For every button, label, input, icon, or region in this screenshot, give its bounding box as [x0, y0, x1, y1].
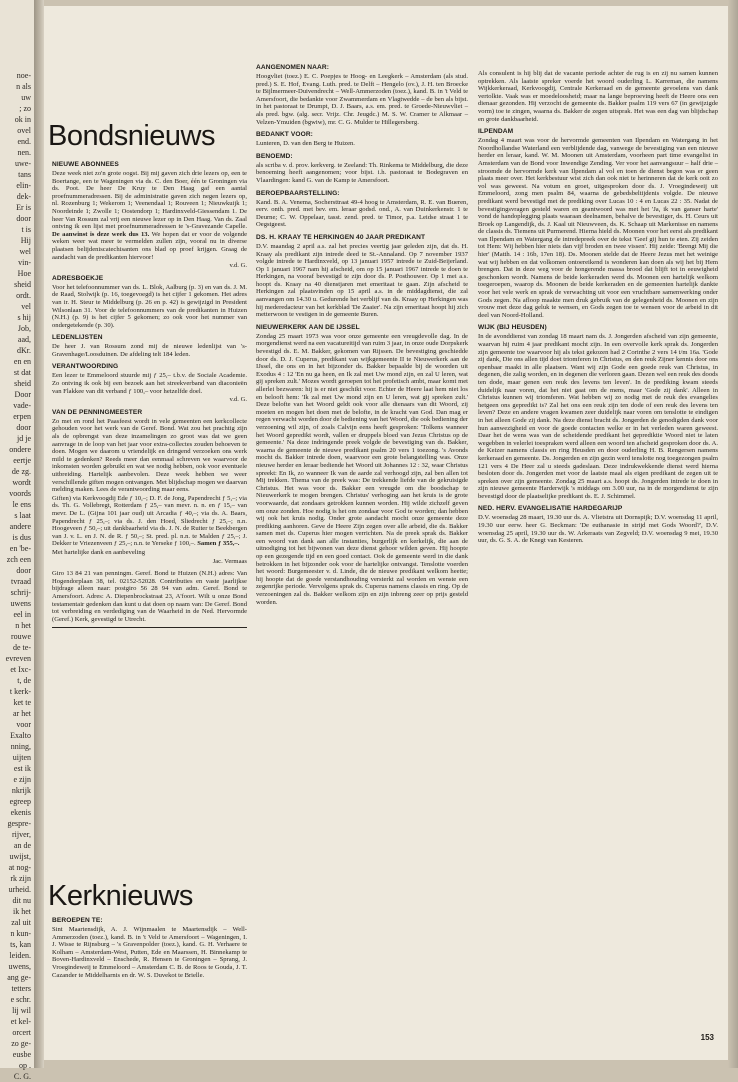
previous-page-text: nen. — [17, 148, 31, 157]
previous-page-text: orcert — [12, 1028, 31, 1037]
divider — [52, 627, 247, 628]
previous-page-text: dit nu — [12, 896, 31, 905]
previous-page-text: ang ge- — [7, 973, 31, 982]
previous-page-text: Hij — [20, 236, 31, 245]
previous-page-text: uijten — [12, 753, 31, 762]
signature: Jac. Vermaas — [212, 557, 247, 565]
previous-page-text: tans — [18, 170, 31, 179]
previous-page-text: sheid — [14, 280, 31, 289]
previous-page-text: rk zijn — [10, 874, 31, 883]
adresboekje-heading: ADRESBOEKJE — [52, 274, 104, 282]
article-text: Sint Maartensdijk, A. J. Wijnmaalen te Maartensdijk – Well-Ammerzoden (toez.), kand. B. in 't Veld te Amersfoort – Wageningen, I. J. Wisse te Rijnsburg – 's Gravenpolder (toez.), kand. G. H. Verhaere te Kolham – Amsterdam-West, Putten, Ede en Maarssen, H. Binnekamp te Boven-Hardinxveld – Enschede, R. Hensen te Groningen – Sprang, J. Vroegindeweij te Emmeloord – Amsterdam C. B. de Roos te Gouda, J. T. Cazander te Middelharnis en dr. W. S. Duvekot te Brielle. — [52, 926, 247, 979]
previous-page-text: t is — [21, 225, 31, 234]
previous-page-text: ; zo — [19, 104, 31, 113]
previous-page-text: dKr. — [17, 346, 31, 355]
previous-page-text: vade- — [13, 401, 31, 410]
previous-page-text: ondere — [9, 445, 31, 454]
article-text: In de avonddienst van zondag 18 maart nam ds. J. Jongerden afscheid van zijn gemeente, waarvan hij ruim 4 jaar predikant mocht zijn. In een overvolle kerk sprak ds. Jongerden zijn gemeente toe waarvoor hij als tekst gekozen had 2 Corinthe 2 vers 14 t/m 16a. 'Gode zij dank, Die ons allen tijd doet triomferen in Christus, en den reuk Zijner kennis door ons openbaar maakt in alle plaatsen. Want wij zijn Gode een goede reuk van Christus, in degenen, die zalig worden, en in degenen die verloren gaan. Dezen wel een reuk des doods ten dode, maar genen een reuk des levens ten leven'. In de prediking kwam steeds duidelijk naar voren, dat het niet gaat om de mens, maar 'Gode zij dank'. Alleen in Christus kunnen wij triomferen. Wat hebben wij zo nodig met de reuk des evangelies hetgeen ons gepredikt is? Zal het ons een reuk zijn ten dode of een reuk des levens ten leven? Deze en andere vragen kwamen zeer duidelijk naar voren om tenslotte te eindigen in het alleen Gode zij dank. Na deze dienst bracht ds. Jongerden de genodigden dank voor hun aanwezigheid en voor de goede contacten welke er in het verleden waren geweest. Daar het de wens was van de scheidende predikant het geprediktie Woord niet te laten wegebben in velerlei toespraken werd alleen een woord ten afscheid gesproken door ds. A. de Keizer namens classis en ring Heusden en door ouderling H. B. Rengersen namens kerkeraad en gemeente. Ds. Jongerden en zijn gezin werd tenslotte nog toegezongen psalm 121 vers 4 De Heer zal u steeds gadeslaan. Deze indrukwekkende dienst werd hierna besloten door ds. Jongerden met voor de laatste maal als eigen predikant de zegen uit te spreken over zijn gemeente. Zondag 25 maart a.s. hoopt ds. Jongerden intrede te doen in zijn nieuwe gemeente Harderwijk 's middags om 3.00 uur, na in de morgendienst te zijn bevestigd door de plaatselijke predikant ds. E. J. Schimmel. — [478, 333, 718, 500]
previous-page-text: t kerk- — [9, 687, 31, 696]
previous-page-text: an de — [13, 841, 31, 850]
wijk-heading: WIJK (BIJ HEUSDEN) — [478, 324, 547, 332]
previous-page-text: n als — [16, 82, 31, 91]
previous-page-text: tetters — [11, 984, 31, 993]
previous-page-text: et kel- — [10, 1017, 31, 1026]
middle-column — [256, 64, 468, 607]
previous-page-text: vin- — [18, 258, 31, 267]
hardegarijp-heading: NED. HERV. EVANGELISATIE HARDEGARIJP — [478, 505, 623, 513]
previous-page-text: e zijn — [13, 775, 31, 784]
article-text: D.V. maandag 2 april a.s. zal het precies veertig jaar geleden zijn, dat ds. H. Kraay als predikant zijn intrede deed te St.-Annaland. Op 7 november 1937 volgde intrede te Hardinxveld, op 13 januari 1957 intrede te Zuid-Beijerland. Op 1 januari 1967 nam hij afscheid, om op 15 januari 1967 intrede te doen te Herkingen, na vooraf bevestigd te zijn door ds. P. Posthouwer. Op 1 mei a.s. hoopt ds. Kraay na 40 dienstjaren met emeritaat te gaan. Zijn afscheid te Herkingen zal plaatsvinden op 15 april a.s. in de middagdienst, die zal aanvangen om 14.30 u. Gedurende het verblijf van ds. Kraay op Herkingen was hij mederedacteur van het kerkblad 'De Zaaier'. Na zijn emeritaat hoopt hij zich metterwoon te vestigen in de gemeente Buren. — [256, 242, 468, 319]
previous-page-text: urheid. — [8, 885, 31, 894]
previous-page-text: ts, kan — [10, 940, 31, 949]
nieuwerkerk-heading: NIEUWERKERK AAN DE IJSSEL — [256, 323, 360, 331]
previous-page-text: tvraad — [11, 577, 31, 586]
verantwoording-heading: VERANTWOORDING — [52, 363, 119, 371]
previous-page-text: eusbe — [12, 1050, 31, 1059]
previous-page-text: est ik — [13, 764, 31, 773]
page-edge-shadow — [728, 0, 738, 1068]
previous-page-text: noe- — [16, 71, 31, 80]
article-text: Zondag 4 maart was voor de hervormde gemeenten van Ilpendam en Watergang in het Noordhollandse Waterland een verblijdende dag, vanwege de bevestiging van een nieuwe herder en leraar, kand. W. M. Moonen uit Amsterdam, voorheen part time evangelist in Amsterdam van de Bond voor Inwendige Zending. Ver voor het aanvangsuur – half drie – stroomde de hervormde kerk van Ilpendam al vol en toen de dienst begon was er geen plaats meer over. Het kerkbestuur wist zich dan ook niet te herinneren dat de kerk ooit zo vol was geweest. Na votum en groet, uitgesproken door ds. J. Vroegindeweij uit Emmeloord, zong men psalm 84, waarna de gebedsbeltijdenis volgde. De nieuwe predikant werd bevestigd met de prediking over Lucas 10 : 4 en Lucas 22 : 35. Nadat de bevestigingsvragen gesteld waren en geantwoord was met het 'Ja, ik van ganser harte' vond de handoplegging plaats waaraan deelnamen, behalve de bevestiger, ds. H. Ceurs uit Broek op Langendijk, ds. J. Kaal uit Nieuwveen, ds. K. Schaap uit Markenisse en namens de classis ds. Tiemens uit Purmerend. Hierna hield ds. Moonen voor het eerst als predikant van Ilpendam en Watergang de intredepreek over de tekst 'Geef gij hun te eten. Zij zeiden tot Hem: Wij hebben hier niets dan vijf broden en twee vissen'. Hij zeide: 'Brengt Mij die hier' (Matth. 14 : 16b, 17en 18). Ds. Moonen stelde dat de Heere Jezus met het weinige wat wij hebben en dat volkomen ontoereikend is wonderen kan doen als wij het bij Hem brengen. Dat in deze weg voor de hongerende massa brood dat blijft tot in eeuwigheid geschonken wordt. Namens de beide kerkeraden werd ds. Moonen een hartelijk welkom toegeroepen, waarop ds. Moonen de beide kerkeraden en de gemeenten hartelijk dankte voor het vele werk en sprak de verwachting uit voor een vruchtbare samenwerking onder Gods zegen. Na afloop maakte men druk gebruik van de gelegenheid ds. Moonen en zijn vrouw met deze dag geluk te wensen, en Gods zegen toe te wensen voor de arbeid in dit deel van Noord-Holland. — [478, 137, 718, 319]
article-text: Deze week niet zo'n grote oogst. Bij mij gaven zich drie lezers op, een te Boertange, een te Wageningen via ds. C. den Boer, één te Groningen via ds. Poot. De heer De Kruy te Den Haag gaf een aantal proefnummeradressen. Bij de administratie gaven zich negen lezers op, nl. Rozenburg 1; Wekerom 1; Veenendaal 1; Rouveen 1; Nieuwkuijk 1; Noordeinde 1; Zwolle 1; Oostendorp 1; Hardinxveld-Giessendam 1. De heer Van Rossum zal vrij een nieuwe lezer op in Den Haag. Van ds. Zaal ontving ik een lijst met proefnummeradressen te 's-Gravezande Capelle. De aanwinst is deze week dus 13. We hopen dat er voor de volgende weken weer wat meer te vermelden zullen zijn, vooral nu in diverse plaatsen belijdeniscatechisanten ons blad op proef krijgen. Graag de aandacht van de predikanten hiervoor! — [52, 170, 247, 261]
previous-page-text: uwens, — [8, 962, 31, 971]
previous-page-text: rijver, — [11, 830, 31, 839]
previous-page-edge — [0, 0, 34, 1081]
previous-page-text: erpen — [13, 412, 31, 421]
previous-page-text: door — [16, 423, 31, 432]
article-text: Lunteren, D. van den Berg te Huizen. — [256, 140, 355, 148]
previous-page-text: t, de — [17, 676, 31, 685]
signature: v.d. G. — [229, 262, 247, 270]
kerknieuws-column — [52, 912, 247, 980]
previous-page-text: elin- — [16, 181, 31, 190]
right-column — [478, 70, 718, 546]
previous-page-text: leiden. — [9, 951, 31, 960]
aangenomen-heading: AANGENOMEN NAAR: — [256, 64, 330, 71]
previous-page-text: et Ixc- — [10, 665, 31, 674]
bedankt-heading: BEDANKT VOOR: — [256, 131, 313, 139]
previous-page-text: le ens — [12, 500, 31, 509]
previous-page-text: eertje — [13, 456, 31, 465]
magazine-page — [44, 6, 728, 1060]
previous-page-text: s laat — [14, 511, 31, 520]
previous-page-text: de zg. — [11, 467, 31, 476]
previous-page-text: nning, — [10, 742, 31, 751]
previous-page-text: ordt. — [16, 291, 31, 300]
previous-page-text: wel — [19, 247, 31, 256]
previous-page-text: ar het — [13, 709, 31, 718]
previous-page-text: st dat — [13, 368, 31, 377]
previous-page-text: dek- — [16, 192, 31, 201]
previous-page-text: ik het — [13, 907, 31, 916]
previous-page-text: Hoe — [17, 269, 31, 278]
previous-page-text: Job, — [17, 324, 31, 333]
previous-page-text: schrij- — [10, 588, 31, 597]
article-text: Hoogvliet (toez.) E. C. Poepjes te Hoog- en Leegkerk – Amsterdam (als stud. pred.) S. E. Hof, Evang. Luth. pred. te Delft – Hengelo (ov.), J. H. ten Broecke te Bijlmermeer-Duivendrecht – Well-Ammerzoden (toez.), kand. B. in 't Veld te Amersfoort, die bedankte voor Zwammerdam en Vlagtwedde – de ben als bijst. in het pastoraat te Drumpt, D. J. Baars, a.s. em. pred. te Groede-Nieuwvliet – als pred. bgw. (alg. secr. Vrijz. Chr. Jeugdc.) M. S. W. Cramer te Alkmaar – Velzen-Ymuiden (bgwiw), mr. C. G. Mulder te Hillegersberg. — [256, 73, 468, 126]
page-number: 153 — [700, 1033, 714, 1042]
article-text: Kand. B. A. Venema, Sochersttraat 49-4 hoog te Amsterdam, R. E. van Bueren, eerv. onth. pred. met bev. em. leraar godsd. ond., A. van Duinkerkenstr. 1 te Deurne; C. W. Oppelaar, tasst. zend. pred. te Timor, p.a. Leidse straat 1 te Oegstgeest. — [256, 198, 468, 229]
previous-page-text: door — [16, 214, 31, 223]
previous-page-text: en en — [13, 357, 31, 366]
previous-page-text: n kun- — [10, 929, 31, 938]
previous-page-text: zo ge- — [11, 1039, 31, 1048]
previous-page-text: Exalto — [10, 731, 31, 740]
book-gutter — [34, 0, 44, 1068]
article-text: D.V. woensdag 28 maart, 19.30 uur ds. A. Vlietstra uit Dornspijk; D.V. woensdag 11 april, 19.30 uur eerw. heer G. Beckman: 'De euthanasie in strijd met Gods Woord?', D.V. woensdag 25 april, 19.30 uur ds. W. Arkeraats van Zegveld; D.V. woensdag 9 mei, 19.30 uur, ds. G. S. A. de Knegt van Kesteren. — [478, 514, 718, 545]
article-text: als scriba v. d. prov. kerkverg. te Zeeland: Th. Rinkema te Middelburg, die deze benoeming heeft aangenomen; voor bijst. i.h. pastoraat te Bodegraven en Vlaardingen: kand G. van de Kamp te Amersfoort. — [256, 161, 468, 184]
beroepbaarstelling-heading: BEROEPBAARSTELLING: — [256, 189, 340, 197]
previous-page-text: e schr. — [10, 995, 31, 1004]
ledenlijsten-heading: LEDENLIJSTEN — [52, 334, 103, 342]
previous-page-text: is dus — [12, 533, 31, 542]
previous-page-text: voor — [16, 720, 31, 729]
giro-text: Giro 13 84 21 van penningm. Geref. Bond te Huizen (N.H.) adres: Van Hogendorplaan 38, tel. 02152-52028. Contributies en vaste jaarlijkse bijdrage alleen naar: postgiro 56 28 94 van adm. Geref. Bond te Amersfoort. Adres: A. Diepenbrockstraat 23, A'foort. Wilt u onze Bond testamentair gedenken dan kunt u dat doen op naam van: De Geref. Bond tot verbreiding en verdediging van de Waarheid in de Ned. Hervormde (Geref.) Kerk, gevestigd te Utrecht. — [52, 570, 247, 623]
previous-page-text: end. — [17, 137, 31, 146]
previous-page-text: jd je — [17, 434, 31, 443]
giften-thanks: Met hartelijke dank en aanbeveling — [52, 548, 146, 556]
previous-page-text: uwijst, — [9, 852, 31, 861]
previous-page-text: op . — [19, 1061, 31, 1070]
kraay-heading: DS. H. KRAAY TE HERKINGEN 40 JAAR PREDIKANT — [256, 233, 426, 241]
previous-page-text: gespre- — [7, 819, 31, 828]
benoemd-heading: BENOEMD: — [256, 152, 293, 160]
previous-page-text: zch een — [6, 555, 31, 564]
article-text: Een lezer te Emmeloord stuurde mij ƒ 25,– t.b.v. de Sociale Academie. Zo ontving ik ook bij een bezoek aan het streekverband van diaconieën van Flakkee van dit verband ƒ 100,– voor hetzelfde doel. — [52, 372, 247, 395]
beroepen-heading: BEROEPEN TE: — [52, 917, 103, 924]
previous-page-text: eel in — [13, 610, 31, 619]
previous-page-text: at nog- — [8, 863, 31, 872]
previous-page-text: sheid — [14, 379, 31, 388]
ilpendam-heading: ILPENDAM — [478, 128, 514, 136]
previous-page-text: door — [16, 566, 31, 575]
previous-page-text: ket te — [13, 698, 31, 707]
previous-page-text: uwe- — [15, 159, 31, 168]
previous-page-text: wordt — [12, 478, 31, 487]
previous-page-text: ok in — [14, 115, 31, 124]
previous-page-text: andere — [9, 522, 31, 531]
previous-page-text: en 'be- — [9, 544, 31, 553]
previous-page-text: vel — [21, 302, 31, 311]
nieuwe-abonnees-heading: NIEUWE ABONNEES — [52, 161, 119, 168]
article-text: De heer J. van Rossum zond mij de nieuwe ledenlijst van 's-Gravenhage/Loosduinen. De afdeling telt 184 leden. — [52, 343, 247, 358]
article-text: Zo met en rond het Paasfeest wordt in vele gemeenten een kerkcollecte gehouden voor het werk van de Geref. Bond. Wat zou het prachtig zijn als de opbrengst van deze inzamelingen zo groot was dat we geen aanvrage in de loop van het jaar voor extra-collectes zouden behoeven te doen. Mogen we daarom u vriendelijk en dringend verzoeken ons werk mild te gedenken? Reeds meer dan eenmaal schreven we waarvoor de inkomsten worden gebruikt en wat we nodig hebben, ook voor eventuele uitbreiding. Hartelijk aanbevolen. Deze week hebben we weer verschillende giften mogen ontvangen. Met blijdschap mogen we daarvan melding maken. Lees de verantwoording maar eens. — [52, 417, 248, 494]
article-text: Zondag 25 maart 1973 was voor onze gemeente een vreugdevolle dag. In de morgendienst werd na een vacatureitijd van ruim 3 jaar, in onze oude Dorpskerk bevestigd ds. E. M. Bakker, gekomen van Rijssen. De bevestiging geschiedde door ds. D. J. Cuperus, predikant van wijkgemeente II te Nieuwerkerk aan de IJssel, die ons en in het bijzonder ds. Bakker bepaalde bij de woorden uit Exodus 4 : 12 'En nu ga heen, en Ik zal met Uw mond zijn, en zal U leren, wat gij spreken zult.' Mozes wordt geroepen tot het profetisch ambt, maar komt met allerlei bezwaren: hij is er niet geschikt voor. Echter de Heere laat hem niet los en belooft hem: 'Ik zal met Uw mond zijn en U leren, wat gij spreken zult.' Deze belofte van het Woord geldt ook voor alle dienaars van dit Woord, zij moeten en mogen het doen met de belofte, in de kracht van God. Dan mag er regen verwacht worden door de bediening van het Woord, die ook bediening der verzoening wil zijn, of zoals Calvijn eens heeft gesproken: 'Tolkens wanneer het Woord gepredikt wordt, vallen er druppels bloed van Jezus Christus op de gemeente.' Na deze indringende preek volgde de bevestiging van ds. Bakker, waarna de gemeente de nieuwe predikant psalm 20 vers 1 toezong. 's Avonds mocht ds. Bakker intrede doen, waarvoor een grote belangstelling was. Onze nieuwe herder en leraar bediende het Woord uit Johannes 12 : 32, waar Christus spreekt: En Ik, zo wanneer Ik van de aarde zal verhoogd zijn, zal ben allen tot Mij trekken. Thema van de preek was: De trekkende liefde van de gekruisigde Christus. Het was voor ds. Bakker een vreugde om die boodschap te Nieuwerkerk te mogen brengen. Christus' verhoging aan het kruis is de grote voorwaarde, dat zondaars getrokken kunnen worden. Hij wilde zichzelf geven om onze zonden. Hoe nodig is het om zondaar voor God te worden; dan hebben wij ook het kruis nodig. Onder grote aandacht mocht onze gemeente deze prediking aanhoren. Geve de Heere Zijn zegen over alle arbeid, die ds. Bakker samen met ds. Cuperus hier mogen verrichten. Na de preek sprak ds. Bakker een woord van dank aan alle instanties, burgerlijk en kerkelijk, die aan de uitnodiging tot het bijwonen van deze dienst gehoor wilden geven. Hij hoopte op een gezegende tijd en een goed contact. Ook de gemeente werd in die dank betrokken in het bijzonder ook voor de hartelijke ontvangst. Tenslotte voerden het woord: Burgemeester v. d. Linde, die de nieuwe predikant welkom heette; hij hoopte dat de goede verstandhouding versterkt zal worden en wenste een zegenrijke periode. Vervolgens sprak ds. Cuperus namens classis en ring. Op de verzoeningen zal ds. Bakker welkom zijn en zijn inbreng zeer op prijs gesteld worden. — [256, 332, 468, 606]
previous-page-text: Er is — [16, 203, 31, 212]
previous-page-text: C. G. — [13, 1072, 31, 1081]
previous-page-text: ekenis — [10, 808, 31, 817]
article-text: Voor het telefoonnummer van ds. L. Blok, Aalburg (p. 3) en van ds. J. M. de Raad, Stolwijk (p. 16, toegevoegd) is het cijfer 1 gekomen. Het adres van ir. H. Steur te Middelburg (p. 26 en p. 42) is gewijzigd in President Wilsonlaan 31. Voor de telefoonnummers van de predikanten in Huizen (N.H.) (p. 9) is het cijfer 5 gekomen; zo ook voor het nummer van ondergetekende (p. 30). — [52, 283, 247, 329]
kerknieuws-title: Kerknieuws — [48, 880, 193, 912]
previous-page-text: uw — [21, 93, 31, 102]
previous-page-text: lij wil — [12, 1006, 31, 1015]
previous-page-text: ovel — [17, 126, 31, 135]
giften-text: Giften) via Kerkvoogdij Ede ƒ 10,–; D. F. de Jong, Papendrecht ƒ 5,–; via ds. Th. G. Vollebregt, Rotterdam ƒ 25,– van mevr. n. n. en ƒ 15,– van mevr. De L. (Gijna 101 jaar oud) uit Arcadia ƒ 40,–; via ds. A. Baars, Papendrecht ƒ 25,–; via ds. J. den Hoed, Sliedrecht ƒ 25,–; n.n. Hoogeveen ƒ 50,–; uit dankbaarheid via ds. J. N. de Ruiter te Beekbergen van J. v. L. en J. N. de R. ƒ 50,–; St. pred. pl. n.n. te Malden ƒ 25,–; J. Dekker te Vriezenveen ƒ 25,–; n.n. te Yerseke ƒ 100,–. Samen ƒ 355,–. — [52, 494, 247, 548]
bondsnieuws-column — [52, 156, 247, 632]
previous-page-text: rouwe — [11, 632, 31, 641]
previous-page-text: egreep — [9, 797, 31, 806]
previous-page-text: uwens — [10, 599, 31, 608]
previous-page-text: voords — [9, 489, 31, 498]
previous-page-text: n het — [15, 621, 31, 630]
previous-page-text: zal uit — [11, 918, 31, 927]
bondsnieuws-title: Bondsnieuws — [48, 120, 215, 152]
previous-page-text: evreven — [5, 654, 31, 663]
article-text: Als consulent is hij blij dat de vacante periode achter de rug is en zij nu samen kunnen optrekken. Als laatste spreker voerde het woord ouderling L. Karreman, die namens Wijkkerkeraad, Kerkvoogdij, Centrale Kerkeraad en de gemeente gevoelens van dank vertolkte. Vaak was er moedeloosheid; maar na lange beproeving heeft de Heere ons een dienaar gezonden. Hij verzocht de gemeente ds. Bakker psalm 119 vers 67 (in gewijzigde vorm) toe te zingen, waarna ds. Bakker de zegen uitsprak. Het was een dag van blijdschap en grote dankbaarheid. — [478, 70, 718, 123]
previous-page-text: nkrijk — [11, 786, 31, 795]
previous-page-text: de te- — [13, 643, 31, 652]
penningmeester-heading: VAN DE PENNINGMEESTER — [52, 408, 143, 416]
previous-page-text: aad, — [17, 335, 31, 344]
previous-page-text: Door — [14, 390, 31, 399]
previous-page-text: s hij — [17, 313, 31, 322]
signature: v.d. G. — [229, 396, 247, 404]
